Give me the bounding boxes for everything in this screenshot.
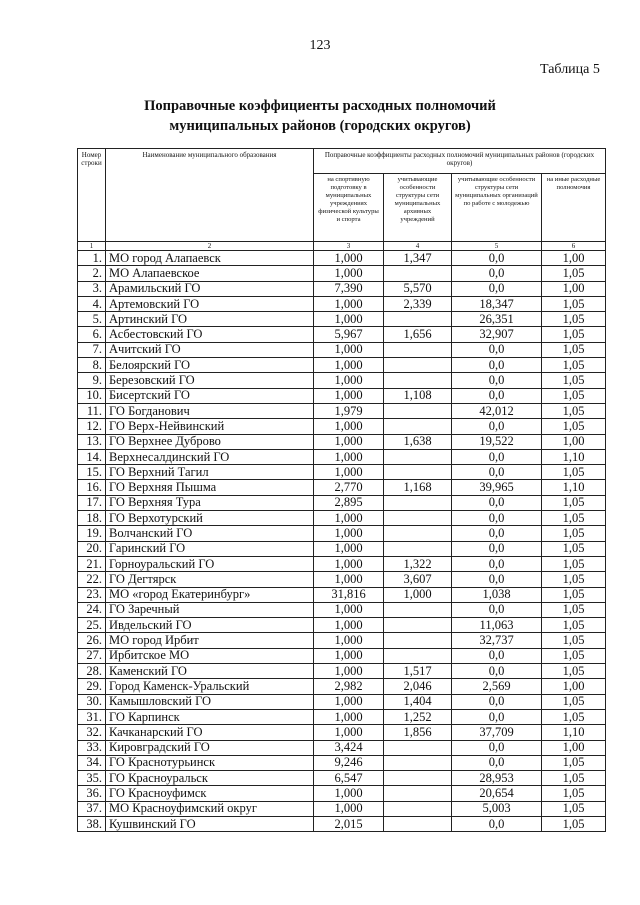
- table-row: [78, 541, 606, 556]
- sport-coefficient-cell: 1,000: [314, 648, 384, 663]
- other-coefficient-cell: 1,05: [542, 648, 606, 663]
- municipality-name-cell: ГО Богданович: [106, 403, 314, 418]
- column-number: 5: [452, 242, 542, 251]
- row-number-cell: 14.: [78, 449, 106, 464]
- column-number: 3: [314, 242, 384, 251]
- table-row: [78, 449, 606, 464]
- youth-coefficient-cell: 0,0: [452, 358, 542, 373]
- youth-coefficient-cell: 0,0: [452, 694, 542, 709]
- youth-coefficient-cell: 26,351: [452, 312, 542, 327]
- archive-coefficient-cell: [384, 312, 452, 327]
- row-number-cell: 5.: [78, 312, 106, 327]
- youth-coefficient-cell: 0,0: [452, 740, 542, 755]
- table-row: [78, 801, 606, 816]
- table-row: [78, 709, 606, 724]
- sport-coefficient-cell: 1,000: [314, 709, 384, 724]
- municipality-name-cell: Кировградский ГО: [106, 740, 314, 755]
- table-row: [78, 572, 606, 587]
- sport-coefficient-cell: 3,424: [314, 740, 384, 755]
- youth-coefficient-cell: 37,709: [452, 725, 542, 740]
- row-number-cell: 24.: [78, 602, 106, 617]
- other-coefficient-cell: 1,05: [542, 465, 606, 480]
- header-row-number: Номер строки: [78, 149, 106, 242]
- other-coefficient-cell: 1,05: [542, 266, 606, 281]
- other-coefficient-cell: 1,05: [542, 342, 606, 357]
- sport-coefficient-cell: 1,979: [314, 403, 384, 418]
- youth-coefficient-cell: 39,965: [452, 480, 542, 495]
- other-coefficient-cell: 1,05: [542, 816, 606, 831]
- row-number-cell: 7.: [78, 342, 106, 357]
- municipality-name-cell: ГО Карпинск: [106, 709, 314, 724]
- row-number-cell: 2.: [78, 266, 106, 281]
- municipality-name-cell: ГО Верхняя Пышма: [106, 480, 314, 495]
- municipality-name-cell: Артинский ГО: [106, 312, 314, 327]
- youth-coefficient-cell: 0,0: [452, 419, 542, 434]
- page-number: 123: [309, 38, 331, 53]
- row-number-cell: 25.: [78, 618, 106, 633]
- table-row: [78, 296, 606, 311]
- row-number-cell: 1.: [78, 251, 106, 266]
- youth-coefficient-cell: 18,347: [452, 296, 542, 311]
- municipality-name-cell: Белоярский ГО: [106, 358, 314, 373]
- table-row: [78, 388, 606, 403]
- youth-coefficient-cell: 0,0: [452, 602, 542, 617]
- table-row: [78, 648, 606, 663]
- youth-coefficient-cell: 32,907: [452, 327, 542, 342]
- municipality-name-cell: Кушвинский ГО: [106, 816, 314, 831]
- header-youth-organizations: учитывающие особенности структуры сети муниципальных организаций по работе с молодежью: [452, 173, 542, 241]
- archive-coefficient-cell: [384, 541, 452, 556]
- header-sport-training: на спортивную подготовку в муниципальных учреждениях физической культуры и спорта: [314, 173, 384, 241]
- sport-coefficient-cell: 2,895: [314, 495, 384, 510]
- youth-coefficient-cell: 0,0: [452, 281, 542, 296]
- sport-coefficient-cell: 1,000: [314, 725, 384, 740]
- table-row: [78, 602, 606, 617]
- table-row: [78, 526, 606, 541]
- sport-coefficient-cell: 1,000: [314, 312, 384, 327]
- other-coefficient-cell: 1,05: [542, 709, 606, 724]
- table-row: [78, 816, 606, 831]
- archive-coefficient-cell: 1,168: [384, 480, 452, 495]
- sport-coefficient-cell: 1,000: [314, 449, 384, 464]
- archive-coefficient-cell: [384, 266, 452, 281]
- sport-coefficient-cell: 1,000: [314, 633, 384, 648]
- sport-coefficient-cell: 1,000: [314, 388, 384, 403]
- sport-coefficient-cell: 1,000: [314, 434, 384, 449]
- municipality-name-cell: Волчанский ГО: [106, 526, 314, 541]
- table-row: [78, 587, 606, 602]
- table-row: [78, 694, 606, 709]
- sport-coefficient-cell: 1,000: [314, 526, 384, 541]
- youth-coefficient-cell: 0,0: [452, 664, 542, 679]
- column-number: 4: [384, 242, 452, 251]
- municipality-name-cell: Арамильский ГО: [106, 281, 314, 296]
- youth-coefficient-cell: 0,0: [452, 572, 542, 587]
- sport-coefficient-cell: 5,967: [314, 327, 384, 342]
- sport-coefficient-cell: 1,000: [314, 618, 384, 633]
- table-row: [78, 633, 606, 648]
- row-number-cell: 27.: [78, 648, 106, 663]
- sport-coefficient-cell: 1,000: [314, 419, 384, 434]
- other-coefficient-cell: 1,05: [542, 572, 606, 587]
- youth-coefficient-cell: 0,0: [452, 648, 542, 663]
- municipality-name-cell: ГО Верхотурский: [106, 511, 314, 526]
- row-number-cell: 13.: [78, 434, 106, 449]
- table-row: [78, 725, 606, 740]
- sport-coefficient-cell: 1,000: [314, 251, 384, 266]
- sport-coefficient-cell: 31,816: [314, 587, 384, 602]
- municipality-name-cell: МО город Алапаевск: [106, 251, 314, 266]
- other-coefficient-cell: 1,05: [542, 541, 606, 556]
- row-number-cell: 29.: [78, 679, 106, 694]
- sport-coefficient-cell: 9,246: [314, 755, 384, 770]
- header-other-powers: на иные расходные полномочия: [542, 173, 606, 241]
- other-coefficient-cell: 1,05: [542, 296, 606, 311]
- sport-coefficient-cell: 1,000: [314, 556, 384, 571]
- column-number: 1: [78, 242, 106, 251]
- row-number-cell: 11.: [78, 403, 106, 418]
- row-number-cell: 26.: [78, 633, 106, 648]
- other-coefficient-cell: 1,05: [542, 511, 606, 526]
- row-number-cell: 30.: [78, 694, 106, 709]
- archive-coefficient-cell: [384, 786, 452, 801]
- archive-coefficient-cell: [384, 816, 452, 831]
- row-number-cell: 32.: [78, 725, 106, 740]
- sport-coefficient-cell: 1,000: [314, 266, 384, 281]
- other-coefficient-cell: 1,05: [542, 312, 606, 327]
- row-number-cell: 8.: [78, 358, 106, 373]
- municipality-name-cell: Ивдельский ГО: [106, 618, 314, 633]
- archive-coefficient-cell: 1,000: [384, 587, 452, 602]
- youth-coefficient-cell: 0,0: [452, 511, 542, 526]
- row-number-cell: 36.: [78, 786, 106, 801]
- municipality-name-cell: Березовский ГО: [106, 373, 314, 388]
- sport-coefficient-cell: 1,000: [314, 664, 384, 679]
- other-coefficient-cell: 1,00: [542, 740, 606, 755]
- row-number-cell: 35.: [78, 771, 106, 786]
- youth-coefficient-cell: 0,0: [452, 526, 542, 541]
- row-number-cell: 23.: [78, 587, 106, 602]
- table-row: [78, 465, 606, 480]
- other-coefficient-cell: 1,00: [542, 251, 606, 266]
- table-row: [78, 373, 606, 388]
- archive-coefficient-cell: [384, 618, 452, 633]
- table-label: Таблица 5: [540, 62, 600, 77]
- other-coefficient-cell: 1,05: [542, 526, 606, 541]
- row-number-cell: 6.: [78, 327, 106, 342]
- table-row: [78, 403, 606, 418]
- other-coefficient-cell: 1,00: [542, 679, 606, 694]
- row-number-cell: 38.: [78, 816, 106, 831]
- youth-coefficient-cell: 19,522: [452, 434, 542, 449]
- archive-coefficient-cell: [384, 419, 452, 434]
- youth-coefficient-cell: 28,953: [452, 771, 542, 786]
- youth-coefficient-cell: 1,038: [452, 587, 542, 602]
- row-number-cell: 28.: [78, 664, 106, 679]
- sport-coefficient-cell: 1,000: [314, 572, 384, 587]
- youth-coefficient-cell: 0,0: [452, 816, 542, 831]
- other-coefficient-cell: 1,10: [542, 725, 606, 740]
- table-row: [78, 511, 606, 526]
- municipality-name-cell: МО «город Екатеринбург»: [106, 587, 314, 602]
- column-number: 6: [542, 242, 606, 251]
- row-number-cell: 33.: [78, 740, 106, 755]
- youth-coefficient-cell: 0,0: [452, 373, 542, 388]
- table-row: [78, 495, 606, 510]
- sport-coefficient-cell: 1,000: [314, 541, 384, 556]
- table-row: [78, 434, 606, 449]
- row-number-cell: 16.: [78, 480, 106, 495]
- other-coefficient-cell: 1,05: [542, 556, 606, 571]
- other-coefficient-cell: 1,05: [542, 618, 606, 633]
- row-number-cell: 15.: [78, 465, 106, 480]
- row-number-cell: 18.: [78, 511, 106, 526]
- other-coefficient-cell: 1,05: [542, 495, 606, 510]
- sport-coefficient-cell: 7,390: [314, 281, 384, 296]
- archive-coefficient-cell: 1,517: [384, 664, 452, 679]
- other-coefficient-cell: 1,05: [542, 786, 606, 801]
- archive-coefficient-cell: [384, 801, 452, 816]
- document-title: [0, 96, 640, 136]
- table-row: [78, 480, 606, 495]
- other-coefficient-cell: 1,05: [542, 801, 606, 816]
- other-coefficient-cell: 1,10: [542, 449, 606, 464]
- archive-coefficient-cell: 1,252: [384, 709, 452, 724]
- table-row: [78, 740, 606, 755]
- municipality-name-cell: МО Красноуфимский округ: [106, 801, 314, 816]
- table-row: [78, 771, 606, 786]
- municipality-name-cell: Камышловский ГО: [106, 694, 314, 709]
- municipality-name-cell: Город Каменск-Уральский: [106, 679, 314, 694]
- youth-coefficient-cell: 0,0: [452, 465, 542, 480]
- youth-coefficient-cell: 0,0: [452, 709, 542, 724]
- sport-coefficient-cell: 1,000: [314, 373, 384, 388]
- row-number-cell: 9.: [78, 373, 106, 388]
- row-number-cell: 4.: [78, 296, 106, 311]
- archive-coefficient-cell: [384, 449, 452, 464]
- archive-coefficient-cell: 5,570: [384, 281, 452, 296]
- sport-coefficient-cell: 1,000: [314, 801, 384, 816]
- header-archive-network: учитывающие особенности структуры сети муниципальных архивных учреждений: [384, 173, 452, 241]
- table-row: [78, 679, 606, 694]
- other-coefficient-cell: 1,05: [542, 694, 606, 709]
- youth-coefficient-cell: 0,0: [452, 449, 542, 464]
- row-number-cell: 17.: [78, 495, 106, 510]
- column-number: 2: [106, 242, 314, 251]
- youth-coefficient-cell: 32,737: [452, 633, 542, 648]
- table-row: [78, 419, 606, 434]
- municipality-name-cell: Верхнесалдинский ГО: [106, 449, 314, 464]
- archive-coefficient-cell: 2,339: [384, 296, 452, 311]
- youth-coefficient-cell: 0,0: [452, 541, 542, 556]
- header-coefficients-group: Поправочные коэффициенты расходных полномочий муниципальных районов (городских округов): [314, 149, 606, 174]
- archive-coefficient-cell: [384, 403, 452, 418]
- other-coefficient-cell: 1,05: [542, 358, 606, 373]
- youth-coefficient-cell: 0,0: [452, 556, 542, 571]
- column-number-row: [78, 242, 606, 251]
- municipality-name-cell: Каменский ГО: [106, 664, 314, 679]
- sport-coefficient-cell: 2,770: [314, 480, 384, 495]
- youth-coefficient-cell: 11,063: [452, 618, 542, 633]
- archive-coefficient-cell: [384, 511, 452, 526]
- sport-coefficient-cell: 6,547: [314, 771, 384, 786]
- youth-coefficient-cell: 0,0: [452, 755, 542, 770]
- youth-coefficient-cell: 20,654: [452, 786, 542, 801]
- other-coefficient-cell: 1,05: [542, 602, 606, 617]
- youth-coefficient-cell: 0,0: [452, 251, 542, 266]
- other-coefficient-cell: 1,05: [542, 388, 606, 403]
- municipality-name-cell: МО город Ирбит: [106, 633, 314, 648]
- archive-coefficient-cell: 3,607: [384, 572, 452, 587]
- sport-coefficient-cell: 1,000: [314, 786, 384, 801]
- row-number-cell: 37.: [78, 801, 106, 816]
- other-coefficient-cell: 1,05: [542, 373, 606, 388]
- archive-coefficient-cell: 1,656: [384, 327, 452, 342]
- municipality-name-cell: ГО Краснотурьинск: [106, 755, 314, 770]
- header-municipality-name: Наименование муниципального образования: [106, 149, 314, 242]
- sport-coefficient-cell: 1,000: [314, 296, 384, 311]
- other-coefficient-cell: 1,05: [542, 664, 606, 679]
- municipality-name-cell: Ирбитское МО: [106, 648, 314, 663]
- municipality-name-cell: ГО Верхний Тагил: [106, 465, 314, 480]
- row-number-cell: 10.: [78, 388, 106, 403]
- archive-coefficient-cell: [384, 342, 452, 357]
- sport-coefficient-cell: 1,000: [314, 694, 384, 709]
- archive-coefficient-cell: 2,046: [384, 679, 452, 694]
- municipality-name-cell: МО Алапаевское: [106, 266, 314, 281]
- youth-coefficient-cell: 0,0: [452, 266, 542, 281]
- row-number-cell: 21.: [78, 556, 106, 571]
- municipality-name-cell: Качканарский ГО: [106, 725, 314, 740]
- municipality-name-cell: Ачитский ГО: [106, 342, 314, 357]
- other-coefficient-cell: 1,05: [542, 327, 606, 342]
- row-number-cell: 12.: [78, 419, 106, 434]
- sport-coefficient-cell: 2,015: [314, 816, 384, 831]
- other-coefficient-cell: 1,05: [542, 587, 606, 602]
- sport-coefficient-cell: 1,000: [314, 602, 384, 617]
- youth-coefficient-cell: 42,012: [452, 403, 542, 418]
- table-body: [78, 251, 606, 832]
- archive-coefficient-cell: [384, 740, 452, 755]
- municipality-name-cell: ГО Дегтярск: [106, 572, 314, 587]
- other-coefficient-cell: 1,10: [542, 480, 606, 495]
- row-number-cell: 22.: [78, 572, 106, 587]
- other-coefficient-cell: 1,05: [542, 633, 606, 648]
- archive-coefficient-cell: [384, 648, 452, 663]
- table-row: [78, 786, 606, 801]
- municipality-name-cell: Гаринский ГО: [106, 541, 314, 556]
- row-number-cell: 34.: [78, 755, 106, 770]
- archive-coefficient-cell: 1,856: [384, 725, 452, 740]
- table-row: [78, 281, 606, 296]
- coefficients-table: [77, 148, 606, 832]
- table-row: [78, 358, 606, 373]
- youth-coefficient-cell: 0,0: [452, 342, 542, 357]
- other-coefficient-cell: 1,00: [542, 281, 606, 296]
- municipality-name-cell: ГО Заречный: [106, 602, 314, 617]
- title-line-2: муниципальных районов (городских округов): [169, 118, 471, 134]
- sport-coefficient-cell: 1,000: [314, 342, 384, 357]
- archive-coefficient-cell: [384, 602, 452, 617]
- archive-coefficient-cell: [384, 771, 452, 786]
- table-row: [78, 755, 606, 770]
- other-coefficient-cell: 1,05: [542, 403, 606, 418]
- table-row: [78, 556, 606, 571]
- municipality-name-cell: Бисертский ГО: [106, 388, 314, 403]
- archive-coefficient-cell: 1,347: [384, 251, 452, 266]
- youth-coefficient-cell: 2,569: [452, 679, 542, 694]
- table-row: [78, 618, 606, 633]
- archive-coefficient-cell: 1,322: [384, 556, 452, 571]
- archive-coefficient-cell: [384, 526, 452, 541]
- title-line-1: Поправочные коэффициенты расходных полномочий: [144, 98, 496, 114]
- archive-coefficient-cell: 1,638: [384, 434, 452, 449]
- other-coefficient-cell: 1,00: [542, 434, 606, 449]
- table-row: [78, 266, 606, 281]
- municipality-name-cell: ГО Красноуфимск: [106, 786, 314, 801]
- municipality-name-cell: ГО Верх-Нейвинский: [106, 419, 314, 434]
- table-row: [78, 664, 606, 679]
- row-number-cell: 20.: [78, 541, 106, 556]
- municipality-name-cell: ГО Красноуральск: [106, 771, 314, 786]
- row-number-cell: 3.: [78, 281, 106, 296]
- other-coefficient-cell: 1,05: [542, 771, 606, 786]
- archive-coefficient-cell: [384, 633, 452, 648]
- archive-coefficient-cell: [384, 755, 452, 770]
- youth-coefficient-cell: 0,0: [452, 388, 542, 403]
- archive-coefficient-cell: 1,108: [384, 388, 452, 403]
- table-row: [78, 312, 606, 327]
- sport-coefficient-cell: 1,000: [314, 465, 384, 480]
- row-number-cell: 31.: [78, 709, 106, 724]
- sport-coefficient-cell: 1,000: [314, 358, 384, 373]
- sport-coefficient-cell: 1,000: [314, 511, 384, 526]
- sport-coefficient-cell: 2,982: [314, 679, 384, 694]
- municipality-name-cell: Артемовский ГО: [106, 296, 314, 311]
- municipality-name-cell: ГО Верхнее Дуброво: [106, 434, 314, 449]
- municipality-name-cell: Асбестовский ГО: [106, 327, 314, 342]
- archive-coefficient-cell: [384, 465, 452, 480]
- archive-coefficient-cell: [384, 373, 452, 388]
- archive-coefficient-cell: [384, 358, 452, 373]
- archive-coefficient-cell: [384, 495, 452, 510]
- archive-coefficient-cell: 1,404: [384, 694, 452, 709]
- other-coefficient-cell: 1,05: [542, 755, 606, 770]
- youth-coefficient-cell: 0,0: [452, 495, 542, 510]
- row-number-cell: 19.: [78, 526, 106, 541]
- municipality-name-cell: Горноуральский ГО: [106, 556, 314, 571]
- table-row: [78, 327, 606, 342]
- table-row: [78, 342, 606, 357]
- other-coefficient-cell: 1,05: [542, 419, 606, 434]
- youth-coefficient-cell: 5,003: [452, 801, 542, 816]
- municipality-name-cell: ГО Верхняя Тура: [106, 495, 314, 510]
- table-row: [78, 251, 606, 266]
